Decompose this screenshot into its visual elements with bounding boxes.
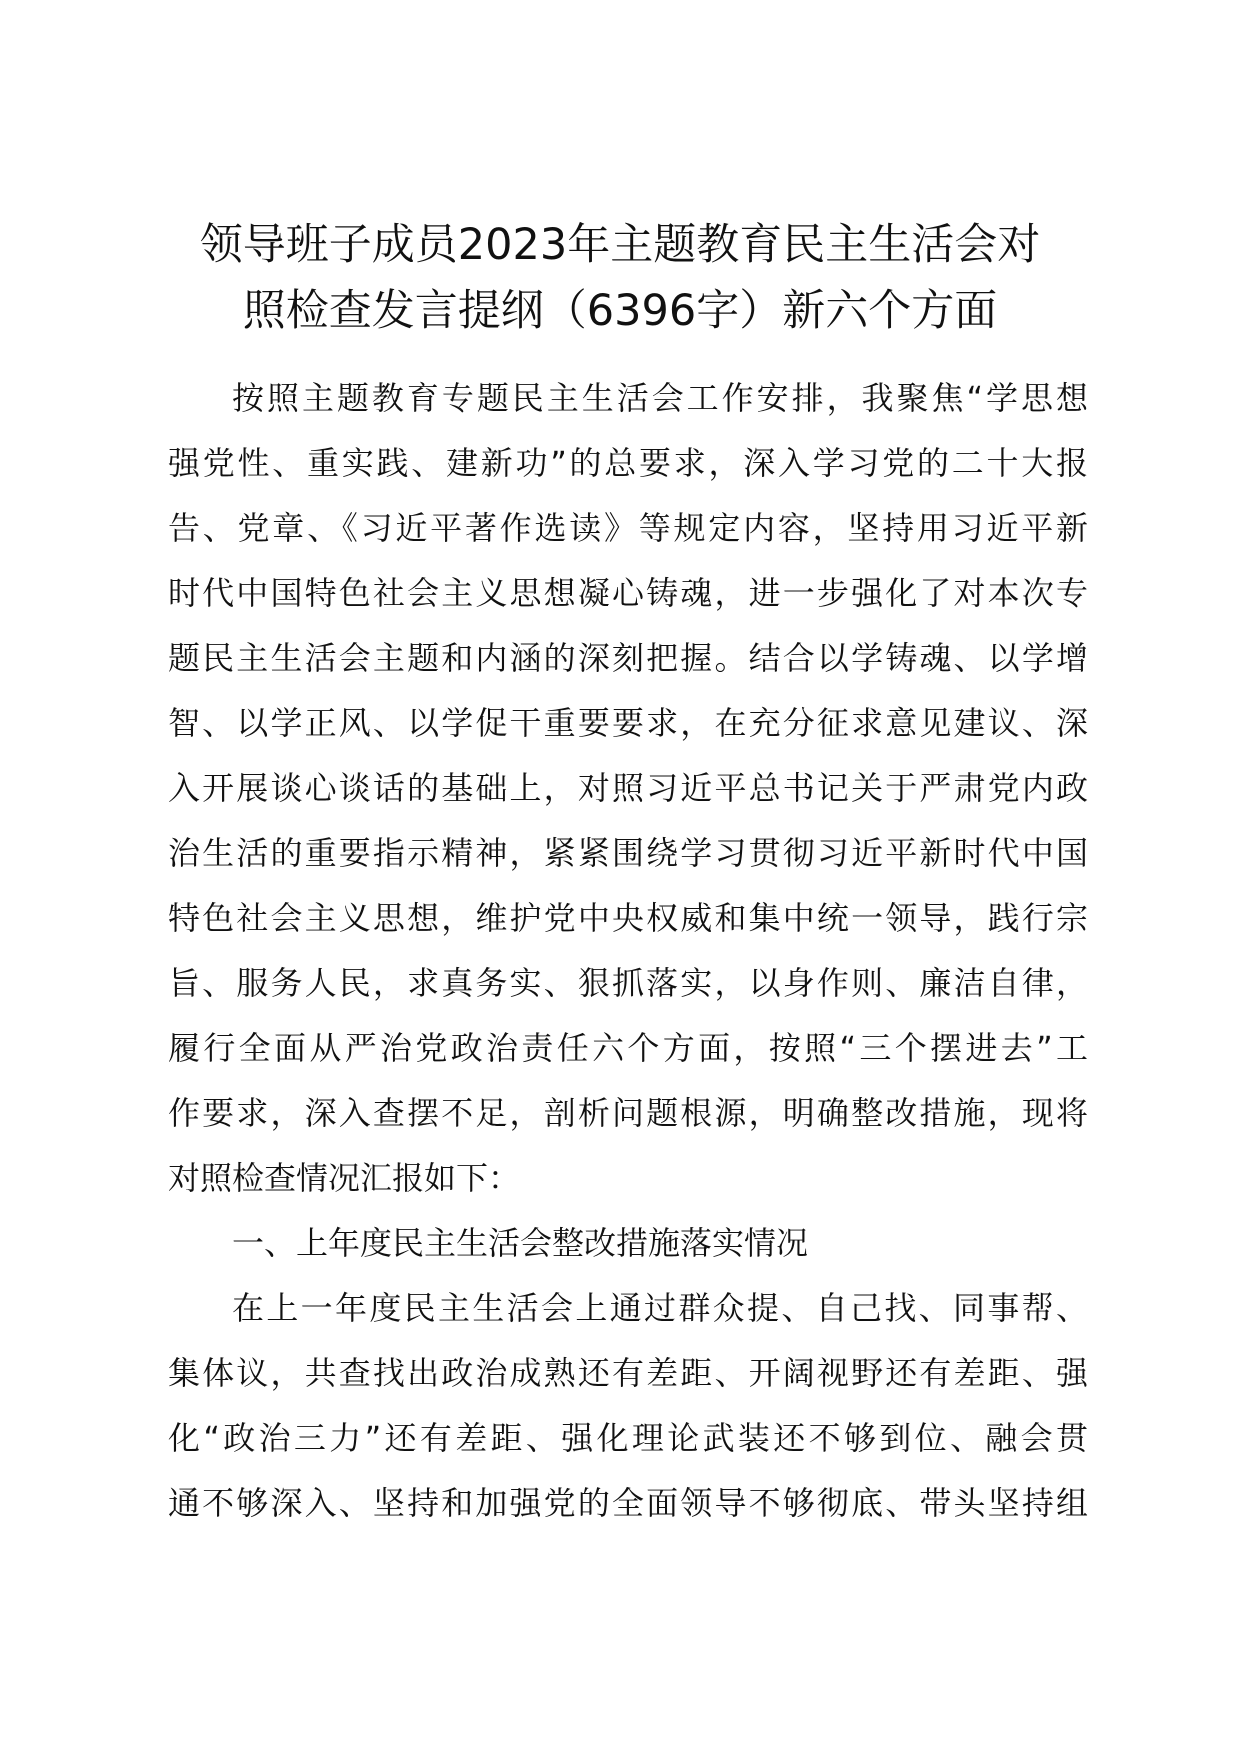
title-line-1: 领导班子成员2023年主题教育民主生活会对: [199, 220, 1041, 270]
document-title: [150, 212, 1090, 344]
body-line: 通不够深入、坚持和加强党的全面领导不够彻底、带头坚持组: [168, 1484, 1088, 1522]
body-line: 治生活的重要指示精神，紧紧围绕学习贯彻习近平新时代中国: [168, 834, 1088, 872]
document-body: [168, 366, 1088, 1536]
section-heading: 一、上年度民主生活会整改措施落实情况: [232, 1224, 809, 1262]
body-line: 题民主生活会主题和内涵的深刻把握。结合以学铸魂、以学增: [168, 639, 1088, 677]
body-line: 强党性、重实践、建新功”的总要求，深入学习党的二十大报: [168, 444, 1088, 482]
body-line: 智、以学正风、以学促干重要要求，在充分征求意见建议、深: [168, 704, 1088, 742]
body-line: 旨、服务人民，求真务实、狠抓落实，以身作则、廉洁自律，: [168, 964, 1088, 1002]
body-line: 时代中国特色社会主义思想凝心铸魂，进一步强化了对本次专: [168, 574, 1088, 612]
body-line: 按照主题教育专题民主生活会工作安排，我聚焦“学思想: [232, 379, 1088, 417]
title-line-2: 照检查发言提纲（6396字）新六个方面: [242, 286, 998, 336]
body-line: 入开展谈心谈话的基础上，对照习近平总书记关于严肃党内政: [168, 769, 1088, 807]
body-line: 特色社会主义思想，维护党中央权威和集中统一领导，践行宗: [168, 899, 1088, 937]
body-line: 告、党章、《习近平著作选读》等规定内容，坚持用习近平新: [168, 509, 1088, 547]
body-line: 作要求，深入查摆不足，剖析问题根源，明确整改措施，现将: [168, 1094, 1088, 1132]
body-line: 化“政治三力”还有差距、强化理论武装还不够到位、融会贯: [168, 1419, 1088, 1457]
body-line: 集体议，共查找出政治成熟还有差距、开阔视野还有差距、强: [168, 1354, 1088, 1392]
body-line: 在上一年度民主生活会上通过群众提、自己找、同事帮、: [232, 1289, 1088, 1327]
body-line: 履行全面从严治党政治责任六个方面，按照“三个摆进去”工: [168, 1029, 1088, 1067]
body-line: 对照检查情况汇报如下：: [168, 1159, 521, 1197]
